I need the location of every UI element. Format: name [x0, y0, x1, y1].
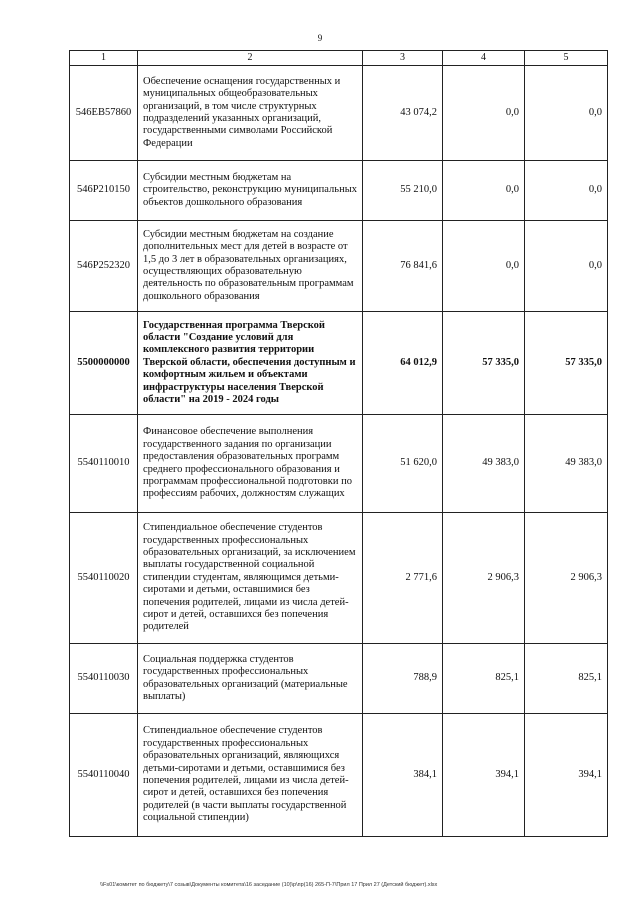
row-description: Финансовое обеспечение выполнения государственного задания по организации предоставления образовательных программ среднего профессионального образования и программам профессиональной подготовки по профессиям рабочих, должностям служащих [138, 415, 363, 513]
row-code: 5540110030 [70, 644, 138, 714]
row-code: 546P252320 [70, 221, 138, 312]
row-value-col4: 0,0 [443, 161, 525, 221]
row-value-col3: 2 771,6 [363, 513, 443, 644]
row-description: Субсидии местным бюджетам на создание дополнительных мест для детей в возрасте от 1,5 до 3 лет в образовательных организациях, осуществляющих образовательную деятельность по образовательным программам дошкольного образования [138, 221, 363, 312]
row-value-col5: 0,0 [525, 221, 608, 312]
row-description: Обеспечение оснащения государственных и муниципальных общеобразовательных организаций, в том числе структурных подразделений указанных организаций, государственными символами Российской Федерации [138, 66, 363, 161]
row-value-col3: 55 210,0 [363, 161, 443, 221]
row-value-col3: 76 841,6 [363, 221, 443, 312]
table-row [70, 714, 608, 837]
header-col-1: 1 [70, 51, 138, 66]
row-value-col3: 788,9 [363, 644, 443, 714]
row-description: Социальная поддержка студентов государственных профессиональных образовательных организаций (материальные выплаты) [138, 644, 363, 714]
row-value-col4: 57 335,0 [443, 312, 525, 415]
table-row [70, 221, 608, 312]
table-header-row [70, 51, 608, 66]
table-row [70, 513, 608, 644]
table-row [70, 161, 608, 221]
row-code: 5540110040 [70, 714, 138, 837]
row-description: Стипендиальное обеспечение студентов государственных профессиональных образовательных организаций, являющихся детьми-сиротами и детьми, оставшимися без попечения родителей, лицами из числа детей-сирот и детей, оставшихся без попечения родителей (в части выплаты государственной социальной стипендии) [138, 714, 363, 837]
header-col-5: 5 [525, 51, 608, 66]
table-row [70, 644, 608, 714]
row-value-col5: 57 335,0 [525, 312, 608, 415]
page-number: 9 [317, 33, 323, 43]
table-row [70, 415, 608, 513]
header-col-2: 2 [138, 51, 363, 66]
row-value-col4: 825,1 [443, 644, 525, 714]
row-value-col3: 384,1 [363, 714, 443, 837]
row-description: Стипендиальное обеспечение студентов государственных профессиональных образовательных организаций, за исключением выплаты государственной социальной стипендии студентам, являющимся детьми-сиротами и детьми, оставшимися без попечения родителей, лицами из числа детей-сирот и детей, оставшихся без попечения родителей [138, 513, 363, 644]
row-value-col4: 0,0 [443, 66, 525, 161]
row-code: 546EB57860 [70, 66, 138, 161]
row-value-col3: 43 074,2 [363, 66, 443, 161]
header-col-4: 4 [443, 51, 525, 66]
budget-table [69, 50, 608, 837]
row-code: 546P210150 [70, 161, 138, 221]
row-code: 5500000000 [70, 312, 138, 415]
row-value-col4: 0,0 [443, 221, 525, 312]
row-value-col4: 49 383,0 [443, 415, 525, 513]
row-description: Субсидии местным бюджетам на строительство, реконструкцию муниципальных объектов дошкольного образования [138, 161, 363, 221]
row-value-col4: 394,1 [443, 714, 525, 837]
row-value-col5: 394,1 [525, 714, 608, 837]
table-row [70, 312, 608, 415]
row-value-col5: 825,1 [525, 644, 608, 714]
row-description: Государственная программа Тверской области "Создание условий для комплексного развития территории Тверской области, обеспечения доступным и комфортным жильем и объектами инфраструктуры населения Тверской области" на 2019 - 2024 годы [138, 312, 363, 415]
table-row [70, 66, 608, 161]
row-code: 5540110020 [70, 513, 138, 644]
row-value-col3: 64 012,9 [363, 312, 443, 415]
row-code: 5540110010 [70, 415, 138, 513]
footer-file-path: \\Fs01\комитет по бюджету\7 созыв\Документы комитета\16 заседание (10)\р\пр(16) 265-П-7\Прил 17 Прил 27 (Детский бюджет).xlsx [100, 882, 438, 888]
row-value-col5: 2 906,3 [525, 513, 608, 644]
row-value-col5: 0,0 [525, 66, 608, 161]
row-value-col5: 49 383,0 [525, 415, 608, 513]
row-value-col3: 51 620,0 [363, 415, 443, 513]
row-value-col5: 0,0 [525, 161, 608, 221]
row-value-col4: 2 906,3 [443, 513, 525, 644]
header-col-3: 3 [363, 51, 443, 66]
